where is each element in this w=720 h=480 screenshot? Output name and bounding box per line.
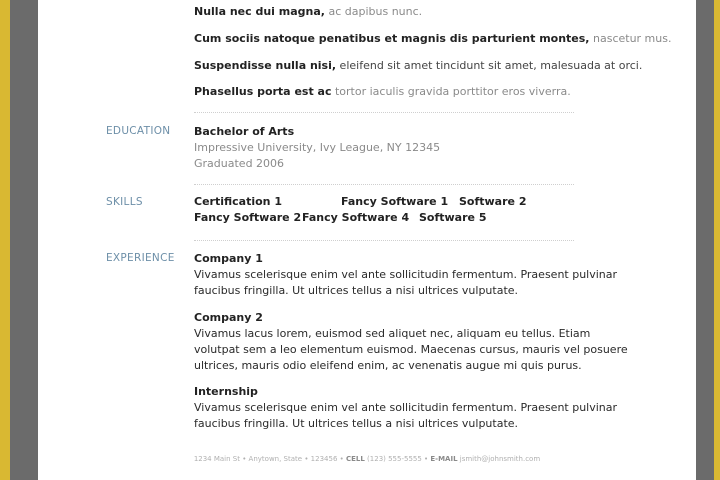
skills-label: SKILLS <box>106 196 143 208</box>
top-line-2-rest: nascetur mus. <box>589 32 672 45</box>
left-frame-inner <box>10 0 38 480</box>
job-3-line-2: faucibus fringilla. Ut ultrices tellus a nisi ultrices vulputate. <box>194 417 519 430</box>
top-line-3-bold: Suspendisse nulla nisi, <box>194 59 337 72</box>
job-1-title: Company 1 <box>194 252 263 265</box>
divider-2 <box>194 184 574 185</box>
contact-footer <box>38 455 696 463</box>
top-line-2-bold: Cum sociis natoque penatibus et magnis dis parturient montes, <box>194 32 590 45</box>
footer-email: jsmith@johnsmith.com <box>457 455 541 463</box>
job-1-line-1: Vivamus scelerisque enim vel ante sollicitudin fermentum. Praesent pulvinar <box>194 268 618 281</box>
resume-page <box>38 0 696 480</box>
footer-cell-label: CELL <box>345 455 365 463</box>
job-2-line-2: volutpat sem a leo elementum euismod. Maecenas cursus, mauris vel posuere <box>194 343 628 356</box>
job-3-line-1: Vivamus scelerisque enim vel ante sollicitudin fermentum. Praesent pulvinar <box>194 401 618 414</box>
top-line-4-rest: tortor iaculis gravida porttitor eros viverra. <box>331 85 571 98</box>
job-2-title: Company 2 <box>194 311 263 324</box>
top-line-1-rest: ac dapibus nunc. <box>324 5 423 18</box>
top-line-1-bold: Nulla nec dui magna, <box>194 5 325 18</box>
skill-item: Software 2 <box>459 195 527 208</box>
education-degree: Bachelor of Arts <box>194 125 295 138</box>
skill-item: Fancy Software 4 <box>302 211 410 224</box>
footer-cell: (123) 555-5555 • <box>364 455 431 463</box>
education-school: Impressive University, Ivy League, NY 12345 <box>194 141 441 154</box>
right-frame-inner <box>696 0 714 480</box>
top-line-4 <box>194 84 571 100</box>
experience-label: EXPERIENCE <box>106 252 175 264</box>
footer-address: 1234 Main St • Anytown, State • 123456 • <box>193 455 346 463</box>
skill-item: Fancy Software 1 <box>341 195 449 208</box>
top-line-2 <box>194 31 671 47</box>
top-line-3 <box>194 58 642 74</box>
divider-3 <box>194 240 574 241</box>
skill-item: Certification 1 <box>194 195 282 208</box>
education-label: EDUCATION <box>106 125 171 137</box>
job-2-line-1: Vivamus lacus lorem, euismod sed aliquet nec, aliquam eu tellus. Etiam <box>194 327 591 340</box>
footer-email-label: E-MAIL <box>430 455 458 463</box>
top-line-1 <box>194 4 422 20</box>
skill-item: Software 5 <box>419 211 487 224</box>
job-1-line-2: faucibus fringilla. Ut ultrices tellus a nisi ultrices vulputate. <box>194 284 519 297</box>
job-3-title: Internship <box>194 385 258 398</box>
top-line-3-rest: eleifend sit amet tincidunt sit amet, malesuada at orci. <box>336 59 643 72</box>
top-line-4-bold: Phasellus porta est ac <box>194 85 332 98</box>
job-2-line-3: ultrices, mauris odio eleifend enim, ac venenatis augue mi quis purus. <box>194 359 582 372</box>
skill-item: Fancy Software 2 <box>194 211 302 224</box>
divider-1 <box>194 112 574 113</box>
education-graduated: Graduated 2006 <box>194 157 285 170</box>
